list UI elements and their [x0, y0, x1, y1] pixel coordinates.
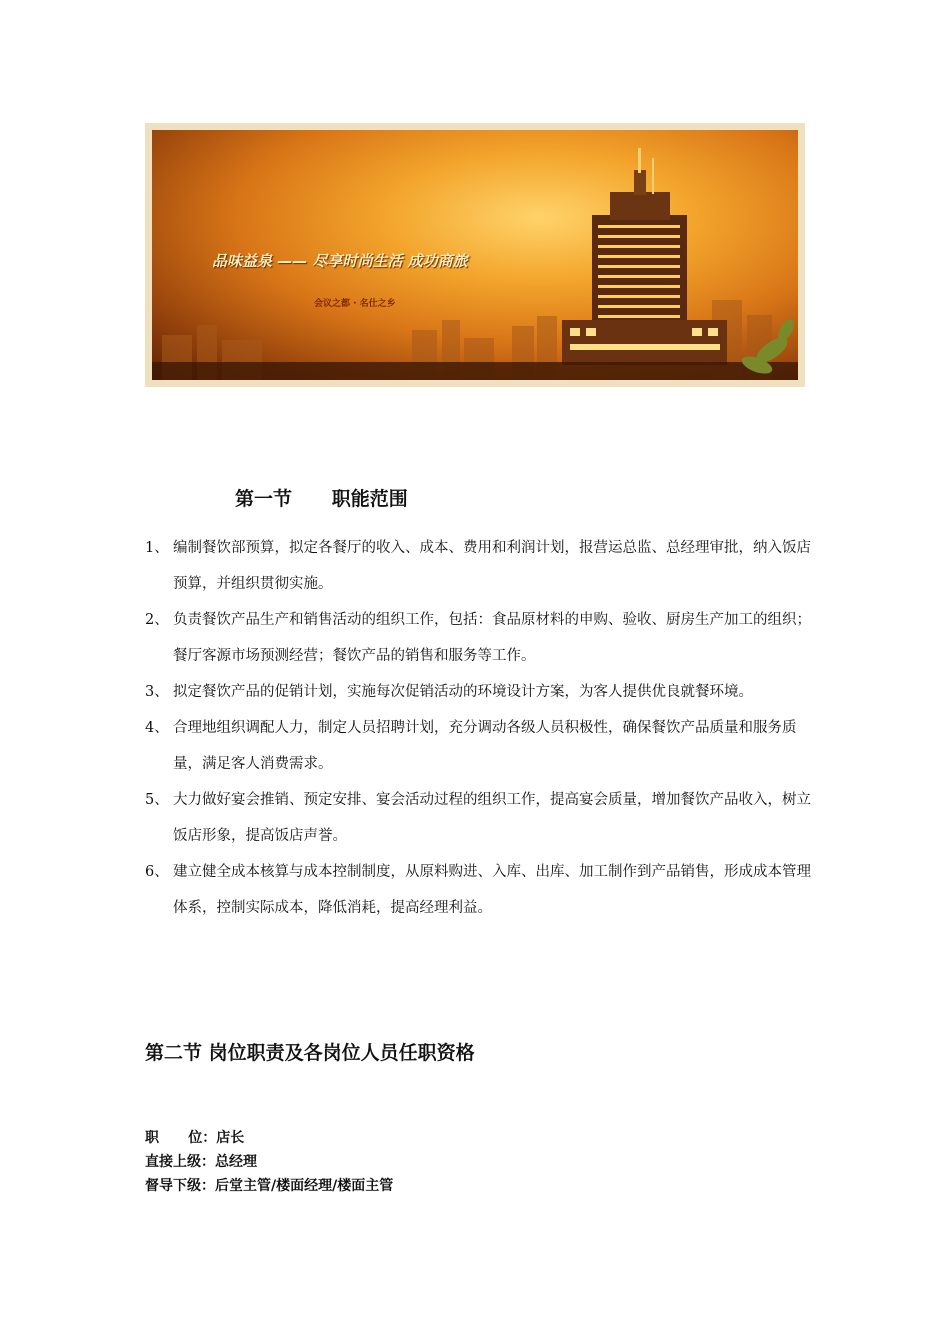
item-text: 编制餐饮部预算，拟定各餐厅的收入、成本、费用和利润计划，报营运总监、总经理审批，纳入饭店预算，并组织贯彻实施。 — [173, 540, 811, 592]
item-number: 1、 — [145, 540, 169, 556]
position-info — [145, 1126, 393, 1198]
item-number: 2、 — [145, 612, 169, 628]
direct-superior-field: 直接上级：总经理 — [145, 1154, 257, 1170]
item-text: 合理地组织调配人力，制定人员招聘计划，充分调动各级人员积极性，确保餐饮产品质量和服务质量，满足客人消费需求。 — [173, 720, 797, 772]
section-1-heading: 第一节 职能范围 — [235, 488, 408, 510]
banner-image — [152, 130, 798, 380]
banner-subslogan: 会议之都 · 名仕之乡 — [314, 299, 396, 309]
section-2-heading: 第二节 岗位职责及各岗位人员任职资格 — [145, 1042, 475, 1064]
item-text: 大力做好宴会推销、预定安排、宴会活动过程的组织工作，提高宴会质量，增加餐饮产品收入，树立饭店形象，提高饭店声誉。 — [173, 792, 811, 844]
item-number: 4、 — [145, 720, 169, 736]
item-text: 拟定餐饮产品的促销计划，实施每次促销活动的环境设计方案，为客人提供优良就餐环境。 — [173, 684, 753, 700]
list-item — [145, 710, 825, 782]
position-field: 职 位：店长 — [145, 1130, 245, 1146]
function-scope-list — [145, 530, 825, 926]
list-item — [145, 674, 825, 710]
list-item — [145, 602, 825, 674]
banner-slogan: 品味益泉 —— 尽享时尚生活 成功商旅 — [212, 252, 468, 270]
item-text: 建立健全成本核算与成本控制制度，从原料购进、入库、出库、加工制作到产品销售，形成成本管理体系，控制实际成本，降低消耗，提高经理利益。 — [173, 864, 811, 916]
item-text: 负责餐饮产品生产和销售活动的组织工作，包括：食品原材料的申购、验收、厨房生产加工的组织；餐厅客源市场预测经营；餐饮产品的销售和服务等工作。 — [173, 612, 811, 664]
item-number: 5、 — [145, 792, 169, 808]
list-item — [145, 854, 825, 926]
hotel-banner — [145, 123, 805, 387]
item-number: 6、 — [145, 864, 169, 880]
list-item — [145, 530, 825, 602]
item-number: 3、 — [145, 684, 169, 700]
list-item — [145, 782, 825, 854]
subordinates-field: 督导下级：后堂主管/楼面经理/楼面主管 — [145, 1178, 394, 1194]
